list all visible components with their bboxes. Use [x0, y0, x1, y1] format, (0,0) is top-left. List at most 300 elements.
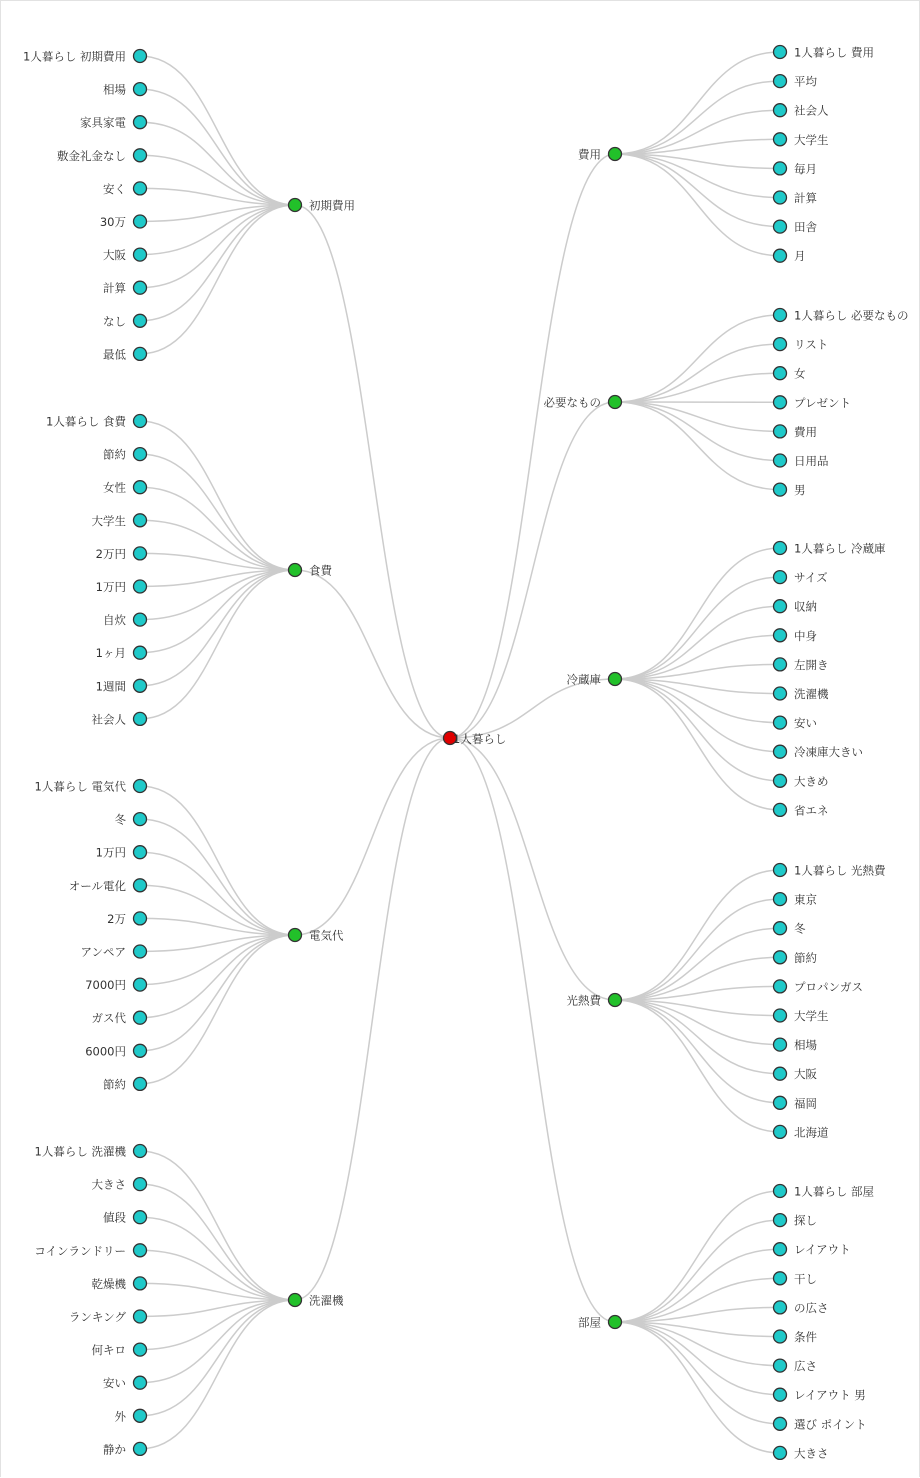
- leaf-node-label: 冬: [114, 812, 126, 827]
- branch-node-circle[interactable]: [289, 1294, 302, 1307]
- link-left-0-2: [140, 122, 295, 205]
- leaf-node-circle[interactable]: [774, 249, 787, 262]
- leaf-node-circle[interactable]: [774, 1272, 787, 1285]
- link-left-2-0: [140, 786, 295, 935]
- leaf-node-circle[interactable]: [774, 542, 787, 555]
- leaf-node[interactable]: [35, 1145, 147, 1159]
- leaf-node-circle[interactable]: [774, 629, 787, 642]
- leaf-node-label: 2万: [107, 911, 126, 926]
- link-left-2-8: [140, 935, 295, 1051]
- link-right-1-5: [615, 402, 780, 461]
- leaf-node[interactable]: [103, 83, 147, 97]
- leaf-node[interactable]: [103, 1442, 147, 1456]
- leaf-node-label: 冬: [794, 921, 806, 936]
- branch-node[interactable]: [578, 148, 622, 162]
- leaf-node-circle[interactable]: [134, 1343, 147, 1356]
- leaf-node-label: 1ヶ月: [95, 646, 126, 661]
- leaf-node-label: 日用品: [794, 454, 829, 468]
- branch-node-circle[interactable]: [289, 199, 302, 212]
- link-right-1-6: [615, 402, 780, 490]
- leaf-node-circle[interactable]: [774, 1301, 787, 1314]
- leaf-node-circle[interactable]: [774, 1417, 787, 1430]
- leaf-node-circle[interactable]: [134, 846, 147, 859]
- leaf-node[interactable]: [774, 803, 829, 817]
- link-left-0-1: [140, 89, 295, 205]
- branch-node[interactable]: [289, 199, 356, 213]
- leaf-node[interactable]: [774, 338, 829, 352]
- link-right-3-1: [615, 899, 780, 1000]
- leaf-node[interactable]: [23, 50, 146, 64]
- link-left-3-2: [140, 1217, 295, 1300]
- branch-node[interactable]: [289, 1294, 344, 1308]
- leaf-node-circle[interactable]: [774, 571, 787, 584]
- leaf-node[interactable]: [774, 1214, 818, 1228]
- leaf-node-circle[interactable]: [134, 1442, 147, 1455]
- leaf-node-label: 広さ: [794, 1359, 817, 1374]
- leaf-node-label: 費用: [794, 424, 817, 439]
- leaf-node-label: 省エネ: [794, 803, 829, 818]
- leaf-node-circle[interactable]: [134, 580, 147, 593]
- leaf-node[interactable]: [774, 1417, 867, 1431]
- leaf-node-label: 家具家電: [80, 115, 126, 130]
- branch-node-label: 冷蔵庫: [566, 672, 601, 687]
- leaf-node[interactable]: [80, 116, 147, 130]
- leaf-node-label: 洗濯機: [794, 687, 829, 701]
- link-left-0-7: [140, 205, 295, 288]
- leaf-node-circle[interactable]: [774, 75, 787, 88]
- link-right-2-7: [615, 679, 780, 752]
- leaf-node-label: 2万円: [95, 546, 126, 561]
- leaf-node[interactable]: [774, 1067, 818, 1081]
- leaf-node-circle[interactable]: [134, 1376, 147, 1389]
- leaf-node[interactable]: [774, 1388, 866, 1402]
- branch-node-label: 必要なもの: [543, 395, 601, 410]
- leaf-node-label: 何キロ: [91, 1343, 126, 1358]
- leaf-node-label: 大学生: [91, 513, 126, 528]
- leaf-node[interactable]: [103, 182, 147, 196]
- leaf-node-label: 1人暮らし 冷蔵庫: [794, 541, 886, 556]
- link-right-4-9: [615, 1322, 780, 1453]
- link-root-right-3: [450, 738, 615, 1000]
- link-root-left-2: [295, 738, 450, 935]
- leaf-node-label: 社会人: [794, 103, 829, 118]
- leaf-node-circle[interactable]: [774, 600, 787, 613]
- leaf-node-circle[interactable]: [774, 396, 787, 409]
- leaf-node-circle[interactable]: [774, 1359, 787, 1372]
- leaf-node-circle[interactable]: [134, 978, 147, 991]
- leaf-node[interactable]: [774, 454, 829, 468]
- branch-node-circle[interactable]: [609, 396, 622, 409]
- leaf-node-circle[interactable]: [774, 980, 787, 993]
- leaf-node-label: 冷凍庫大きい: [794, 745, 863, 760]
- leaf-node[interactable]: [774, 483, 806, 497]
- leaf-node-circle[interactable]: [134, 1277, 147, 1290]
- leaf-node-circle[interactable]: [134, 1011, 147, 1024]
- leaf-node-circle[interactable]: [774, 893, 787, 906]
- leaf-node[interactable]: [103, 347, 147, 361]
- leaf-node-label: 東京: [794, 892, 817, 907]
- leaf-node-circle[interactable]: [774, 191, 787, 204]
- leaf-node-circle[interactable]: [774, 1125, 787, 1138]
- leaf-node[interactable]: [774, 716, 818, 730]
- leaf-node-circle[interactable]: [134, 514, 147, 527]
- leaf-node-label: 平均: [794, 74, 817, 89]
- leaf-node-label: ガス代: [91, 1011, 126, 1026]
- leaf-node[interactable]: [774, 1301, 829, 1315]
- leaf-node[interactable]: [774, 629, 818, 643]
- link-left-0-9: [140, 205, 295, 354]
- leaf-node-label: 値段: [103, 1210, 126, 1225]
- leaf-node-circle[interactable]: [774, 1243, 787, 1256]
- link-right-2-8: [615, 679, 780, 781]
- leaf-node[interactable]: [774, 600, 818, 614]
- leaf-node[interactable]: [92, 1277, 147, 1291]
- leaf-node-circle[interactable]: [134, 415, 147, 428]
- leaf-node[interactable]: [92, 1011, 147, 1025]
- leaf-node-circle[interactable]: [774, 104, 787, 117]
- leaf-node[interactable]: [774, 980, 864, 994]
- branch-node-circle[interactable]: [289, 929, 302, 942]
- leaf-node-circle[interactable]: [774, 1214, 787, 1227]
- leaf-node-circle[interactable]: [134, 1409, 147, 1422]
- leaf-node-circle[interactable]: [774, 1096, 787, 1109]
- link-right-4-8: [615, 1322, 780, 1424]
- leaf-node[interactable]: [96, 846, 147, 860]
- link-root-right-2: [450, 679, 615, 738]
- leaf-node[interactable]: [103, 281, 147, 295]
- leaf-node[interactable]: [774, 864, 886, 878]
- leaf-node-circle[interactable]: [134, 347, 147, 360]
- leaf-node-circle[interactable]: [774, 745, 787, 758]
- branch-node-label: 洗濯機: [309, 1293, 344, 1308]
- link-left-1-1: [140, 454, 295, 570]
- leaf-node-circle[interactable]: [134, 314, 147, 327]
- leaf-node[interactable]: [774, 367, 807, 381]
- branch-node-circle[interactable]: [609, 1316, 622, 1329]
- leaf-node[interactable]: [774, 309, 909, 323]
- link-left-3-1: [140, 1184, 295, 1300]
- leaf-node[interactable]: [103, 1211, 147, 1225]
- leaf-node-label: 節約: [103, 447, 126, 462]
- leaf-node[interactable]: [774, 220, 818, 234]
- leaf-node-circle[interactable]: [774, 483, 787, 496]
- link-left-2-9: [140, 935, 295, 1084]
- leaf-node[interactable]: [774, 1330, 818, 1344]
- leaf-node-circle[interactable]: [134, 116, 147, 129]
- leaf-node[interactable]: [115, 1409, 147, 1423]
- leaf-node-label: 30万: [99, 215, 126, 229]
- leaf-node[interactable]: [34, 1244, 146, 1258]
- leaf-node-circle[interactable]: [134, 1044, 147, 1057]
- leaf-node-label: 田舎: [794, 220, 817, 235]
- leaf-node-label: 大きさ: [794, 1446, 829, 1461]
- link-right-3-7: [615, 1000, 780, 1074]
- leaf-node-circle[interactable]: [134, 215, 147, 228]
- branch-node[interactable]: [567, 994, 622, 1008]
- link-right-1-0: [615, 315, 780, 402]
- leaf-node-circle[interactable]: [134, 481, 147, 494]
- leaf-node-circle[interactable]: [774, 1185, 787, 1198]
- root-node[interactable]: [444, 732, 507, 747]
- leaf-node[interactable]: [96, 580, 147, 594]
- leaf-node-circle[interactable]: [134, 448, 147, 461]
- leaf-node-circle[interactable]: [134, 1244, 147, 1257]
- link-root-left-0: [295, 205, 450, 738]
- leaf-node[interactable]: [774, 922, 807, 936]
- leaf-node[interactable]: [92, 514, 147, 528]
- link-right-4-2: [615, 1249, 780, 1322]
- leaf-node-label: 静か: [103, 1442, 126, 1457]
- leaf-node-label: プロパンガス: [794, 979, 863, 994]
- leaf-node-circle[interactable]: [134, 281, 147, 294]
- link-right-1-4: [615, 402, 780, 431]
- link-right-2-1: [615, 577, 780, 679]
- leaf-node-circle[interactable]: [774, 309, 787, 322]
- leaf-node[interactable]: [774, 46, 874, 60]
- leaf-node-label: 大きさ: [91, 1177, 126, 1192]
- leaf-node[interactable]: [92, 1178, 147, 1192]
- branch-node[interactable]: [578, 1316, 622, 1330]
- leaf-node-circle[interactable]: [774, 1446, 787, 1459]
- leaf-node[interactable]: [774, 542, 886, 556]
- link-right-1-1: [615, 344, 780, 402]
- link-right-4-1: [615, 1220, 780, 1322]
- leaf-node[interactable]: [774, 249, 806, 263]
- leaf-node-label: 女: [794, 366, 806, 381]
- leaf-node[interactable]: [774, 658, 829, 672]
- leaf-node-circle[interactable]: [134, 1077, 147, 1090]
- leaf-node-circle[interactable]: [134, 1145, 147, 1158]
- link-right-0-1: [615, 81, 780, 154]
- leaf-node-circle[interactable]: [134, 149, 147, 162]
- link-left-3-8: [140, 1300, 295, 1416]
- leaf-node[interactable]: [774, 571, 828, 585]
- leaf-node-circle[interactable]: [774, 687, 787, 700]
- leaf-node-label: 1万円: [95, 580, 126, 594]
- leaf-node[interactable]: [774, 1038, 818, 1052]
- leaf-node-circle[interactable]: [774, 1038, 787, 1051]
- link-left-3-9: [140, 1300, 295, 1449]
- leaf-node-label: 1人暮らし 初期費用: [23, 49, 126, 64]
- leaf-node-circle[interactable]: [774, 716, 787, 729]
- link-right-0-0: [615, 52, 780, 154]
- link-left-1-9: [140, 570, 295, 719]
- leaf-node[interactable]: [69, 1310, 147, 1324]
- leaf-node-circle[interactable]: [774, 951, 787, 964]
- branch-node[interactable]: [289, 929, 344, 943]
- branch-node[interactable]: [567, 673, 622, 687]
- leaf-node-label: 左開き: [794, 657, 829, 672]
- leaf-node-circle[interactable]: [134, 613, 147, 626]
- leaf-node-circle[interactable]: [134, 679, 147, 692]
- leaf-node-label: 1人暮らし 洗濯機: [34, 1144, 126, 1159]
- leaf-node[interactable]: [774, 687, 829, 701]
- link-left-3-0: [140, 1151, 295, 1300]
- leaf-node-circle[interactable]: [774, 658, 787, 671]
- leaf-node[interactable]: [103, 248, 147, 262]
- link-left-1-2: [140, 487, 295, 570]
- leaf-node-label: 相場: [794, 1038, 817, 1053]
- leaf-node-circle[interactable]: [774, 133, 787, 146]
- leaf-node[interactable]: [774, 1359, 818, 1373]
- leaf-node[interactable]: [103, 613, 147, 627]
- leaf-node-label: 北海道: [794, 1125, 829, 1140]
- link-root-right-4: [450, 738, 615, 1322]
- leaf-node-label: 1万円: [95, 845, 126, 860]
- leaf-node-circle[interactable]: [134, 646, 147, 659]
- leaf-node-label: 自炊: [103, 613, 126, 628]
- leaf-node-circle[interactable]: [774, 367, 787, 380]
- leaf-node[interactable]: [774, 1446, 829, 1460]
- branch-node-circle[interactable]: [609, 673, 622, 686]
- leaf-node[interactable]: [774, 133, 829, 147]
- leaf-node[interactable]: [80, 945, 146, 959]
- link-root-right-0: [450, 154, 615, 738]
- leaf-node-circle[interactable]: [134, 50, 147, 63]
- link-right-0-6: [615, 154, 780, 227]
- leaf-node[interactable]: [115, 813, 147, 827]
- leaf-node-circle[interactable]: [774, 425, 787, 438]
- branch-node-circle[interactable]: [609, 148, 622, 161]
- leaf-node[interactable]: [107, 912, 146, 926]
- leaf-node-circle[interactable]: [774, 803, 787, 816]
- leaf-node-circle[interactable]: [134, 1310, 147, 1323]
- leaf-node[interactable]: [35, 780, 147, 794]
- leaf-node[interactable]: [103, 1077, 147, 1091]
- leaf-node[interactable]: [774, 104, 829, 118]
- leaf-node-circle[interactable]: [774, 162, 787, 175]
- leaf-node-label: 最低: [103, 347, 126, 362]
- leaf-node-circle[interactable]: [134, 780, 147, 793]
- leaf-node-circle[interactable]: [774, 220, 787, 233]
- leaf-node[interactable]: [774, 745, 864, 759]
- leaf-node-label: サイズ: [794, 570, 828, 585]
- leaf-node[interactable]: [85, 1044, 146, 1058]
- leaf-node-circle[interactable]: [134, 879, 147, 892]
- tree-nodes: [23, 46, 908, 1461]
- link-right-2-2: [615, 606, 780, 679]
- leaf-node[interactable]: [103, 1376, 147, 1390]
- link-left-2-2: [140, 852, 295, 935]
- branch-node[interactable]: [289, 564, 333, 578]
- leaf-node-circle[interactable]: [134, 1211, 147, 1224]
- link-right-3-0: [615, 870, 780, 1000]
- leaf-node[interactable]: [96, 679, 147, 693]
- link-right-1-2: [615, 373, 780, 402]
- link-right-3-2: [615, 928, 780, 1000]
- leaf-node-circle[interactable]: [134, 813, 147, 826]
- branch-node-circle[interactable]: [609, 994, 622, 1007]
- leaf-node-circle[interactable]: [134, 248, 147, 261]
- leaf-node-label: 条件: [794, 1330, 817, 1344]
- leaf-node[interactable]: [774, 1185, 875, 1199]
- leaf-node[interactable]: [92, 1343, 147, 1357]
- branch-node-label: 電気代: [309, 928, 344, 943]
- leaf-node[interactable]: [774, 951, 818, 965]
- leaf-node-circle[interactable]: [134, 945, 147, 958]
- leaf-node-circle[interactable]: [774, 922, 787, 935]
- leaf-node[interactable]: [774, 893, 818, 907]
- leaf-node-circle[interactable]: [774, 454, 787, 467]
- leaf-node-label: 節約: [103, 1077, 126, 1092]
- leaf-node-label: 大きめ: [794, 774, 829, 789]
- branch-node-circle[interactable]: [289, 564, 302, 577]
- leaf-node[interactable]: [103, 481, 147, 495]
- leaf-node-circle[interactable]: [774, 1067, 787, 1080]
- leaf-node-label: 外: [114, 1409, 126, 1424]
- link-left-1-8: [140, 570, 295, 686]
- leaf-node[interactable]: [103, 314, 147, 328]
- leaf-node[interactable]: [57, 149, 147, 163]
- leaf-node-circle[interactable]: [134, 547, 147, 560]
- leaf-node-circle[interactable]: [134, 912, 147, 925]
- link-left-2-7: [140, 935, 295, 1018]
- leaf-node[interactable]: [774, 396, 852, 410]
- leaf-node[interactable]: [774, 1096, 818, 1110]
- leaf-node-label: なし: [103, 314, 126, 329]
- leaf-node-circle[interactable]: [774, 774, 787, 787]
- leaf-node-circle[interactable]: [774, 46, 787, 59]
- leaf-node-label: 女性: [103, 480, 126, 495]
- leaf-node-label: 大学生: [794, 1009, 829, 1023]
- link-root-left-3: [295, 738, 450, 1300]
- leaf-node[interactable]: [92, 712, 147, 726]
- leaf-node-label: アンペア: [80, 945, 126, 959]
- leaf-node[interactable]: [96, 646, 147, 660]
- leaf-node[interactable]: [100, 215, 147, 229]
- leaf-node[interactable]: [774, 1125, 829, 1139]
- root-node-label: 1人暮らし: [453, 732, 507, 746]
- leaf-node[interactable]: [774, 425, 818, 439]
- branch-node[interactable]: [544, 396, 622, 410]
- leaf-node[interactable]: [774, 1272, 818, 1286]
- leaf-node[interactable]: [774, 75, 818, 89]
- leaf-node[interactable]: [85, 978, 146, 992]
- leaf-node-circle[interactable]: [134, 1178, 147, 1191]
- leaf-node[interactable]: [774, 191, 818, 205]
- leaf-node-circle[interactable]: [134, 182, 147, 195]
- leaf-node-circle[interactable]: [774, 864, 787, 877]
- leaf-node-label: 社会人: [91, 712, 126, 727]
- leaf-node-label: 安く: [103, 181, 126, 196]
- leaf-node-label: 相場: [103, 82, 126, 97]
- leaf-node-circle[interactable]: [774, 1330, 787, 1343]
- leaf-node-circle[interactable]: [774, 338, 787, 351]
- tree-links: [140, 52, 780, 1453]
- leaf-node-label: 安い: [103, 1376, 126, 1391]
- leaf-node-circle[interactable]: [774, 1388, 787, 1401]
- link-right-2-9: [615, 679, 780, 810]
- leaf-node-circle[interactable]: [774, 1009, 787, 1022]
- leaf-node[interactable]: [774, 774, 829, 788]
- leaf-node[interactable]: [69, 879, 147, 893]
- link-right-3-6: [615, 1000, 780, 1045]
- leaf-node-label: 計算: [103, 281, 126, 296]
- leaf-node-label: 1人暮らし 費用: [794, 45, 874, 60]
- leaf-node-circle[interactable]: [134, 712, 147, 725]
- leaf-node-label: 1人暮らし 食費: [46, 414, 126, 429]
- leaf-node[interactable]: [774, 162, 818, 176]
- link-root-left-1: [295, 570, 450, 738]
- leaf-node[interactable]: [103, 448, 147, 462]
- leaf-node[interactable]: [96, 547, 147, 561]
- leaf-node-label: 大学生: [794, 132, 829, 147]
- leaf-node[interactable]: [46, 415, 146, 429]
- leaf-node[interactable]: [774, 1243, 851, 1257]
- leaf-node[interactable]: [774, 1009, 829, 1023]
- leaf-node-circle[interactable]: [134, 83, 147, 96]
- link-left-1-7: [140, 570, 295, 653]
